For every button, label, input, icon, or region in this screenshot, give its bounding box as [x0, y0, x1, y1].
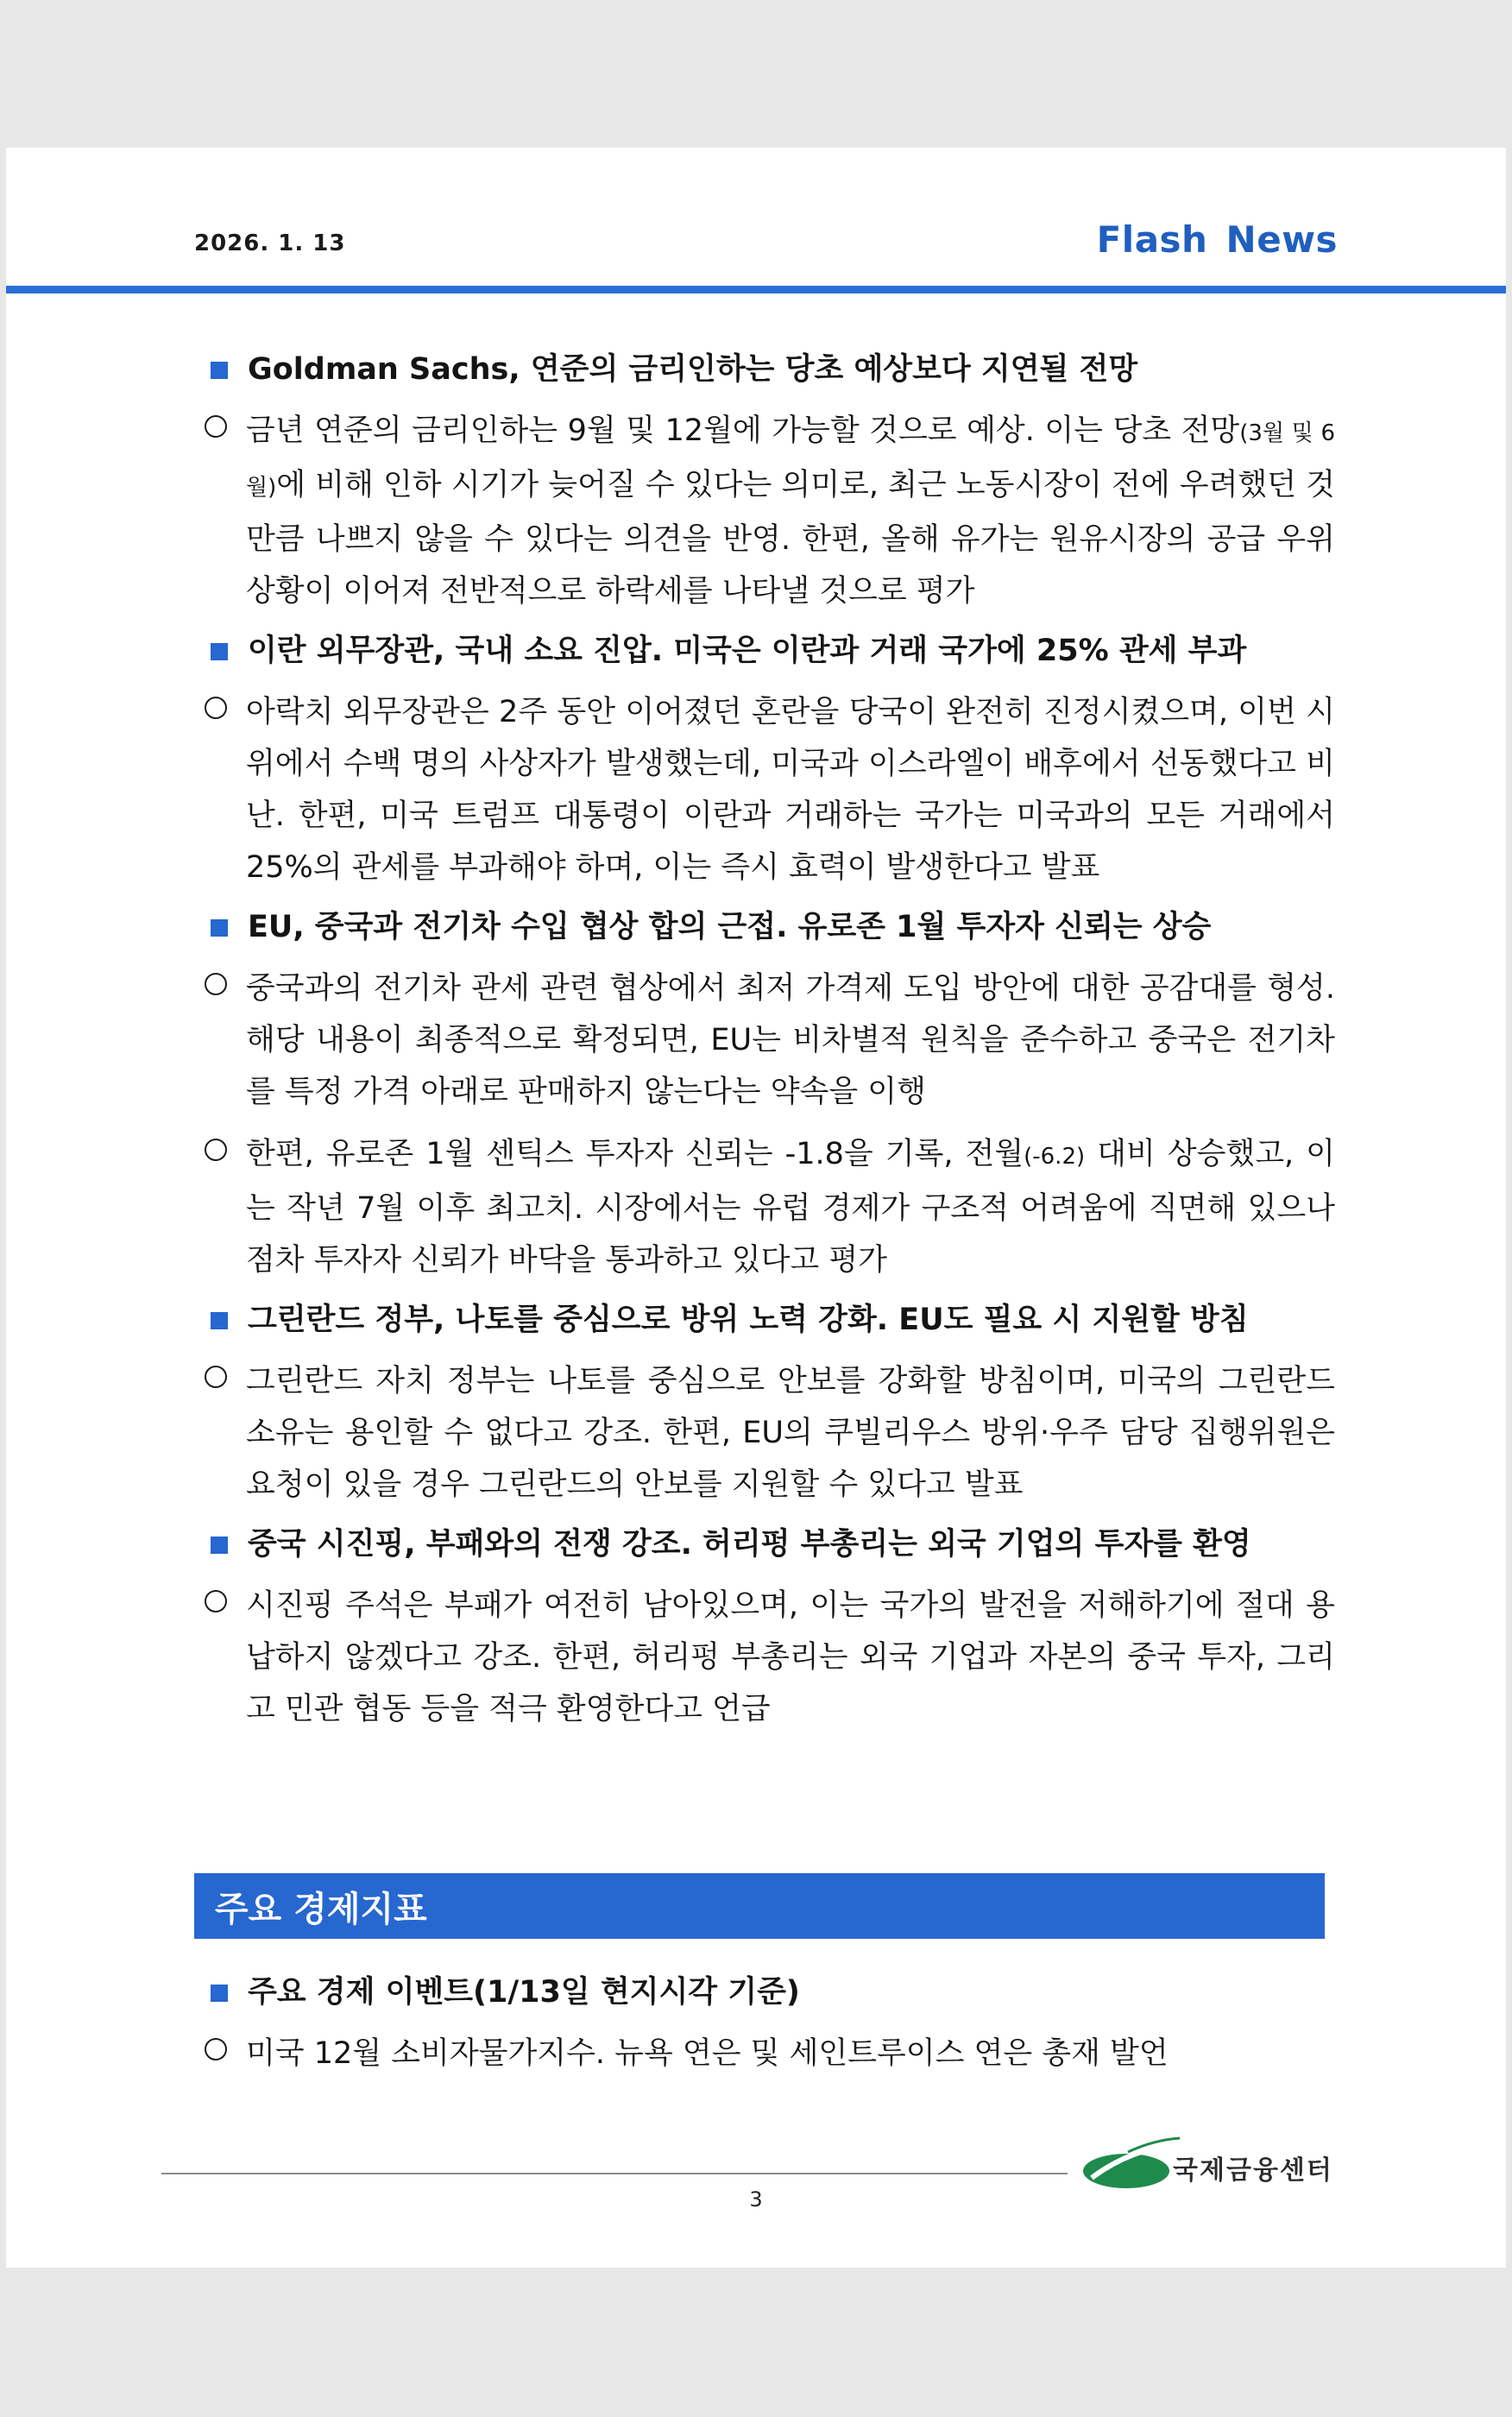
- news-section: [205, 1521, 1335, 1735]
- bullet-paragraph: 아락치 외무장관은 2주 동안 이어졌던 혼란을 당국이 완전히 진정시켰으며, 이번 시위에서 수백 명의 사상자가 발생했는데, 미국과 이스라엘이 배후에서 선동했다고 비난. 한편, 미국 트럼프 대통령이 이란과 거래하는 국가는 미국과의 모든 거래에서 25%의 관세를 부과해야 하며, 이는 즉시 효력이 발생한다고 발표: [205, 686, 1335, 893]
- circle-bullet-icon: [205, 1139, 227, 1161]
- circle-bullet-icon: [205, 415, 227, 438]
- square-bullet-icon: [211, 1537, 228, 1554]
- circle-bullet-icon: [205, 697, 227, 719]
- bullet-paragraph: 그린란드 자치 정부는 나토를 중심으로 안보를 강화할 방침이며, 미국의 그린란드 소유는 용인할 수 없다고 강조. 한편, EU의 쿠빌리우스 방위·우주 담당 집행위원은 요청이 있을 경우 그린란드의 안보를 지원할 수 있다고 발표: [205, 1355, 1335, 1511]
- square-bullet-icon: [211, 362, 228, 379]
- square-bullet-icon: [211, 919, 228, 937]
- circle-bullet-icon: [205, 2038, 227, 2060]
- report-date: 2026. 1. 13: [194, 230, 346, 256]
- news-section: [205, 1297, 1335, 1511]
- news-section: [205, 346, 1335, 617]
- report-brand: Flash News: [1096, 218, 1338, 261]
- square-bullet-icon: [211, 643, 228, 660]
- news-content: [205, 346, 1335, 1745]
- circle-bullet-icon: [205, 973, 227, 995]
- section-heading: 이란 외무장관, 국내 소요 진압. 미국은 이란과 거래 국가에 25% 관세 부과: [205, 628, 1335, 674]
- footer-rule: [161, 2173, 1068, 2174]
- square-bullet-icon: [211, 1312, 228, 1329]
- page-number: 3: [749, 2187, 763, 2212]
- section-heading: 그린란드 정부, 나토를 중심으로 방위 노력 강화. EU도 필요 시 지원할 방침: [205, 1297, 1335, 1343]
- events-bullet: 미국 12월 소비자물가지수. 뉴욕 연은 및 세인트루이스 연은 총재 발언: [205, 2028, 1335, 2079]
- document-page: [6, 148, 1506, 2268]
- events-heading: 주요 경제 이벤트(1/13일 현지시각 기준): [205, 1969, 1335, 2016]
- circle-bullet-icon: [205, 1366, 227, 1388]
- bullet-paragraph: 중국과의 전기차 관세 관련 협상에서 최저 가격제 도입 방안에 대한 공감대를 형성. 해당 내용이 최종적으로 확정되면, EU는 비차별적 원칙을 준수하고 중국은 전기차를 특정 가격 아래로 판매하지 않는다는 약속을 이행: [205, 962, 1335, 1118]
- news-section: [205, 904, 1335, 1286]
- indicators-banner-title: 주요 경제지표: [215, 1890, 427, 1929]
- circle-bullet-icon: [205, 1590, 227, 1612]
- bullet-paragraph: 시진핑 주석은 부패가 여전히 남아있으며, 이는 국가의 발전을 저해하기에 절대 용납하지 않겠다고 강조. 한편, 허리펑 부총리는 외국 기업과 자본의 중국 투자, 그리고 민관 협동 등을 적극 환영한다고 언급: [205, 1580, 1335, 1735]
- bullet-paragraph: 한편, 유로존 1월 센틱스 투자자 신뢰는 -1.8을 기록, 전월(-6.2) 대비 상승했고, 이는 작년 7월 이후 최고치. 시장에서는 유럽 경제가 구조적 어려움에 직면해 있으나 점차 투자자 신뢰가 바닥을 통과하고 있다고 평가: [205, 1128, 1335, 1286]
- footer-logo-text: 국제금융센터: [1173, 2155, 1333, 2186]
- header-rule: [6, 286, 1506, 293]
- indicators-banner: [194, 1873, 1325, 1939]
- square-bullet-icon: [211, 1985, 228, 2002]
- bullet-paragraph: 금년 연준의 금리인하는 9월 및 12월에 가능할 것으로 예상. 이는 당초 전망(3월 및 6월)에 비해 인하 시기가 늦어질 수 있다는 의미로, 최근 노동시장이 전에 우려했던 것만큼 나쁘지 않을 수 있다는 의견을 반영. 한편, 올해 유가는 원유시장의 공급 우위 상황이 이어져 전반적으로 하락세를 나타낼 것으로 평가: [205, 405, 1335, 617]
- economic-events: [205, 1969, 1335, 2090]
- section-heading: EU, 중국과 전기차 수입 협상 합의 근접. 유로존 1월 투자자 신뢰는 상승: [205, 904, 1335, 950]
- kcif-logo-icon: [1076, 2133, 1188, 2193]
- news-section: [205, 628, 1335, 893]
- section-heading: Goldman Sachs, 연준의 금리인하는 당초 예상보다 지연될 전망: [205, 346, 1335, 393]
- section-heading: 중국 시진핑, 부패와의 전쟁 강조. 허리펑 부총리는 외국 기업의 투자를 환영: [205, 1521, 1335, 1568]
